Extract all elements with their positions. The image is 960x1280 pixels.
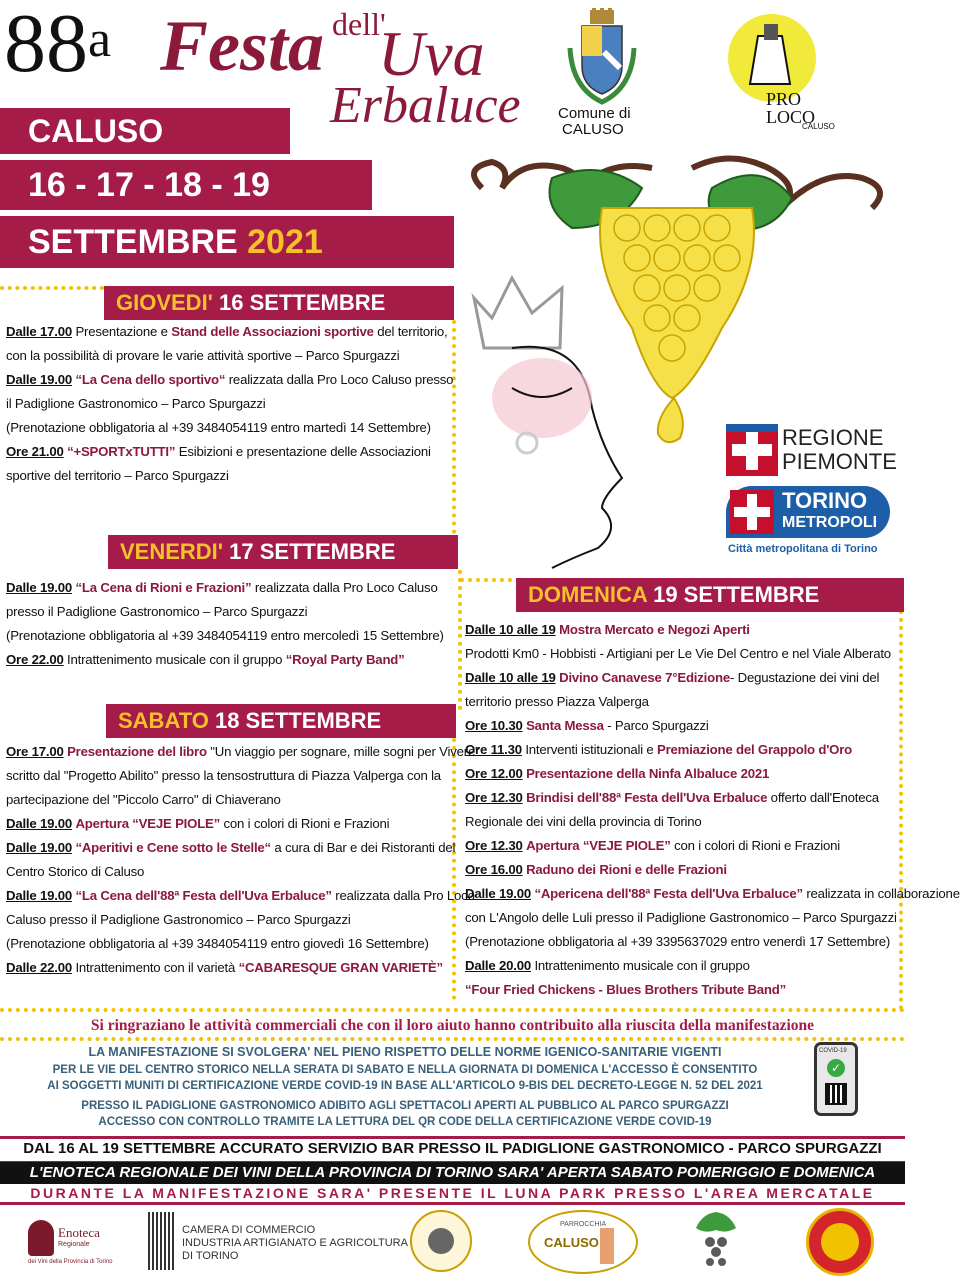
saturday-event-line: [6, 884, 475, 908]
event-text: offerto dall'Enoteca: [767, 790, 879, 805]
saturday-event-line: [6, 956, 443, 980]
church-icon: [600, 1228, 614, 1264]
friday-header: [108, 535, 458, 569]
saturday-event-line: [6, 860, 144, 884]
event-text: "Un viaggio per sognare, mille sogni per Vivere": [206, 744, 480, 759]
sunday-event-line: [465, 882, 960, 906]
event-text: partecipazione del "Piccolo Carro" di Chiaverano: [6, 792, 281, 807]
event-time: Ore 17.00: [6, 744, 64, 759]
enoteca-text: L'ENOTECA REGIONALE DEI VINI DELLA PROVINCIA DI TORINO SARA' APERTA SABATO POMERIGGIO E DOMENICA: [29, 1164, 876, 1181]
event-time: Ore 16.00: [465, 862, 523, 877]
enoteca-name-1: Enoteca: [58, 1225, 100, 1240]
comune-label-2: CALUSO: [562, 121, 624, 138]
sunday-event-line: [465, 930, 890, 954]
event-highlight: Santa Messa: [526, 718, 604, 733]
thursday-header: [104, 286, 454, 320]
sunday-event-line: [465, 858, 727, 882]
thursday-event-line: [6, 392, 265, 416]
event-text: realizzata dalla Pro Loco: [331, 888, 475, 903]
event-time: Dalle 19.00: [6, 888, 72, 903]
sunday-event-line: [465, 690, 649, 714]
enoteca-name-2: Regionale: [58, 1241, 90, 1248]
coat-of-arms-icon: [552, 8, 652, 108]
sunday-event-line: [465, 786, 879, 810]
torino-line2: METROPOLI: [782, 514, 878, 531]
event-text: a cura di Bar e dei Ristoranti del: [270, 840, 456, 855]
torino-metropoli-logo: [726, 486, 896, 560]
event-text: Intrattenimento musicale con il gruppo: [531, 958, 750, 973]
event-time: Dalle 10 alle 19: [465, 670, 556, 685]
parrocchia-label: PARROCCHIA: [560, 1221, 607, 1228]
pro-loco-logo: [724, 10, 834, 138]
torino-line3: Città metropolitana di Torino: [728, 543, 878, 555]
thursday-event-line: [6, 344, 399, 368]
event-time: Dalle 19.00: [6, 372, 72, 387]
event-highlight: Premiazione del Grappolo d'Oro: [657, 742, 852, 757]
event-highlight: Stand delle Associazioni sportive: [171, 324, 374, 339]
event-text: Centro Storico di Caluso: [6, 864, 145, 879]
covid-line4: PRESSO IL PADIGLIONE GASTRONOMICO ADIBITO AGLI SPETTACOLI APERTI AL PUBBLICO AL PARCO SPURGAZZI: [81, 1100, 729, 1112]
event-highlight: “CABARESQUE GRAN VARIETÈ”: [238, 960, 443, 975]
camera-line2: INDUSTRIA ARTIGIANATO E AGRICOLTURA: [182, 1237, 408, 1249]
event-time: Dalle 10 alle 19: [465, 622, 556, 637]
event-time: Dalle 17.00: [6, 324, 72, 339]
event-time: Ore 12.00: [465, 766, 523, 781]
dates-band: [0, 160, 372, 210]
sunday-event-line: [465, 978, 786, 1002]
thursday-event-line: [6, 440, 431, 464]
sunday-date: 19 SETTEMBRE: [646, 582, 820, 607]
event-text: con la possibilità di provare le varie attività sportive – Parco Spurgazzi: [6, 348, 400, 363]
dots-sunday-top: [460, 578, 520, 582]
dots-sunday-right: [899, 610, 903, 1010]
sunday-event-line: [465, 810, 702, 834]
parrocchia-town: CALUSO: [544, 1235, 599, 1250]
dots-top-left: [0, 286, 104, 290]
event-time: Dalle 19.00: [6, 840, 72, 855]
camera-line3: DI TORINO: [182, 1250, 239, 1262]
saturday-event-line: [6, 740, 480, 764]
event-text: il Padiglione Gastronomico – Parco Spurgazzi: [6, 396, 266, 411]
town-band: [0, 108, 290, 154]
event-highlight: Divino Canavese 7°Edizione: [559, 670, 730, 685]
event-highlight: “La Cena dell'88ª Festa dell'Uva Erbaluce”: [75, 888, 332, 903]
thursday-day: GIOVEDI': [116, 290, 213, 315]
event-time: Ore 11.30: [465, 742, 522, 757]
thursday-event-line: [6, 464, 229, 488]
comune-caluso-logo: [552, 8, 652, 138]
event-highlight: “Apericena dell'88ª Festa dell'Uva Erbaluce”: [534, 886, 803, 901]
thursday-event-line: [6, 368, 453, 392]
torino-shield-icon: [730, 490, 774, 534]
proloco-loco: LOCO: [766, 107, 815, 127]
regione-piemonte-logo: [726, 420, 896, 480]
comune-label-1: Comune di: [558, 105, 631, 122]
covid-line5: ACCESSO CON CONTROLLO TRAMITE LA LETTURA DEL QR CODE DELLA CERTIFICAZIONE VERDE COVID-19: [98, 1116, 712, 1128]
event-time: Ore 21.00: [6, 444, 64, 459]
sunday-event-line: [465, 618, 750, 642]
covid-line1: LA MANIFESTAZIONE SI SVOLGERA' NEL PIENO RISPETTO DELLE NORME IGENICO-SANITARIE VIGENTI: [88, 1045, 722, 1059]
saturday-header: [106, 704, 456, 738]
covid-line3: AI SOGGETTI MUNITI DI CERTIFICAZIONE VERDE COVID-19 IN BASE ALL'ARTICOLO 9-BIS DEL DECRETO-LEGGE N. 52 DEL 2021: [47, 1080, 763, 1092]
event-time: Dalle 19.00: [6, 580, 72, 595]
friday-date: 17 SETTEMBRE: [223, 539, 396, 564]
title-festa: Festa: [160, 6, 325, 86]
sunday-event-line: [465, 906, 897, 930]
friday-event-line: [6, 624, 444, 648]
saturday-event-line: [6, 836, 455, 860]
month-text: SETTEMBRE: [28, 223, 238, 261]
event-text: Regionale dei vini della provincia di Torino: [465, 814, 702, 829]
proloco-town: CALUSO: [802, 122, 835, 131]
event-highlight: Mostra Mercato e Negozi Aperti: [559, 622, 750, 637]
friday-day: VENERDI': [120, 539, 224, 564]
event-highlight: Presentazione del libro: [67, 744, 207, 759]
event-text: presso il Padiglione Gastronomico – Parco Spurgazzi: [6, 604, 308, 619]
consorzio-inner-icon: [428, 1228, 454, 1254]
event-text: con L'Angolo delle Luli presso il Padiglione Gastronomico – Parco Spurgazzi: [465, 910, 897, 925]
year-text: 2021: [247, 223, 323, 261]
covid-phone-label: COVID-19: [819, 1048, 847, 1054]
event-text: Caluso presso il Padiglione Gastronomico – Parco Spurgazzi: [6, 912, 351, 927]
event-time: Dalle 20.00: [465, 958, 531, 973]
dots-bottom: [0, 1008, 905, 1012]
event-highlight: Apertura “VEJE PIOLE”: [75, 816, 221, 831]
event-text: scritto dal "Progetto Abilito" presso la tensostruttura di Piazza Valperga con la: [6, 768, 441, 783]
event-text: del territorio,: [373, 324, 448, 339]
edition-digits: 88: [4, 0, 88, 90]
lunapark-text: DURANTE LA MANIFESTAZIONE SARA' PRESENTE IL LUNA PARK PRESSO L'AREA MERCATALE: [30, 1185, 875, 1201]
event-text: realizzata dalla Pro Loco Caluso: [251, 580, 438, 595]
edition-suffix: a: [88, 11, 112, 68]
event-highlight: “La Cena dello sportivo“: [75, 372, 226, 387]
event-text: (Prenotazione obbligatoria al +39 3484054119 entro giovedì 16 Settembre): [6, 936, 429, 951]
camera-commercio-logo: [148, 1212, 408, 1272]
sunday-event-line: [465, 666, 879, 690]
regione-line1: REGIONE: [782, 425, 884, 450]
event-highlight: “Royal Party Band”: [285, 652, 405, 667]
consorzio-seal-icon: [410, 1210, 472, 1272]
event-highlight: Raduno dei Rioni e delle Frazioni: [526, 862, 727, 877]
event-highlight: Presentazione della Ninfa Albaluce 2021: [526, 766, 770, 781]
torino-line1: TORINO: [782, 488, 868, 513]
event-time: Ore 22.00: [6, 652, 64, 667]
event-text: Prodotti Km0 - Hobbisti - Artigiani per Le Vie Del Centro e nel Viale Alberato: [465, 646, 891, 661]
covid-phone-icon: [814, 1042, 858, 1116]
event-text: sportive del territorio – Parco Spurgazzi: [6, 468, 229, 483]
sunday-event-line: [465, 642, 891, 666]
event-text: (Prenotazione obbligatoria al +39 3484054119 entro mercoledì 15 Settembre): [6, 628, 444, 643]
thursday-date: 16 SETTEMBRE: [212, 290, 386, 315]
event-time: Dalle 19.00: [6, 816, 72, 831]
saturday-event-line: [6, 908, 351, 932]
event-text: (Prenotazione obbligatoria al +39 3395637029 entro venerdì 17 Settembre): [465, 934, 891, 949]
event-highlight: Apertura “VEJE PIOLE”: [526, 838, 671, 853]
grape-leaf-icon: [690, 1208, 742, 1274]
regione-flag-icon: [726, 424, 778, 476]
enoteca-seal-icon: [28, 1220, 54, 1256]
sunday-event-line: [465, 834, 840, 858]
parrocchia-logo: [528, 1210, 638, 1274]
qr-code-icon: [825, 1083, 847, 1105]
event-text: (Prenotazione obbligatoria al +39 3484054119 entro martedì 14 Settembre): [6, 420, 431, 435]
dots-right-saturday: [452, 730, 456, 1000]
thursday-event-line: [6, 416, 431, 440]
event-time: Dalle 22.00: [6, 960, 72, 975]
saturday-date: 18 SETTEMBRE: [208, 708, 382, 733]
event-text: - Degustazione dei vini del: [729, 670, 880, 685]
friday-event-line: [6, 600, 307, 624]
event-text: Interventi istituzionali e: [521, 742, 658, 757]
dots-right-thursday: [452, 320, 456, 550]
sunday-event-line: [465, 762, 769, 786]
event-text: Intrattenimento musicale con il gruppo: [63, 652, 286, 667]
friday-event-line: [6, 576, 438, 600]
saturday-event-line: [6, 788, 281, 812]
dates-text: 16 - 17 - 18 - 19: [28, 166, 270, 204]
event-time: Ore 10.30: [465, 718, 523, 733]
saturday-event-line: [6, 812, 389, 836]
regione-line2: PIEMONTE: [782, 449, 897, 474]
town-name: CALUSO: [28, 113, 164, 149]
event-highlight: “La Cena di Rioni e Frazioni”: [75, 580, 252, 595]
event-highlight: “Aperitivi e Cene sotto le Stelle“: [75, 840, 271, 855]
sunday-header: [516, 578, 904, 612]
event-text: con i colori di Rioni e Frazioni: [220, 816, 390, 831]
saturday-event-line: [6, 932, 429, 956]
camera-line1: CAMERA DI COMMERCIO: [182, 1224, 316, 1236]
bar-service-text: DAL 16 AL 19 SETTEMBRE ACCURATO SERVIZIO BAR PRESSO IL PADIGLIONE GASTRONOMICO - PARCO SPURGAZZI: [23, 1140, 882, 1157]
event-time: Ore 12.30: [465, 838, 523, 853]
event-text: Esibizioni e presentazione delle Associazioni: [175, 444, 431, 459]
sunday-event-line: [465, 954, 750, 978]
thursday-event-line: [6, 320, 448, 344]
sunday-event-line: [465, 738, 852, 762]
event-text: Presentazione e: [72, 324, 172, 339]
sunday-event-line: [465, 714, 709, 738]
event-text: realizzata dalla Pro Loco Caluso presso: [225, 372, 454, 387]
event-text: territorio presso Piazza Valperga: [465, 694, 649, 709]
title-erbaluce: Erbaluce: [330, 77, 521, 134]
event-text: realizzata in collaborazione: [802, 886, 960, 901]
dots-thanks: [0, 1037, 905, 1041]
covid-line2: PER LE VIE DEL CENTRO STORICO NELLA SERATA DI SABATO E NELLA GIORNATA DI DOMENICA L'ACCESSO È CONSENTITO: [52, 1064, 758, 1076]
proloco-pro: PRO: [766, 89, 802, 109]
enoteca-name-3: dei Vini della Provincia di Torino: [28, 1259, 113, 1265]
edition-number: [4, 0, 112, 90]
thanks-line: Si ringraziano le attività commerciali che con il loro aiuto hanno contribuito alla riuscita della manifestazione: [90, 1017, 815, 1034]
check-icon: ✓: [827, 1059, 845, 1077]
sunday-day: DOMENICA: [528, 582, 647, 607]
saturday-event-line: [6, 764, 441, 788]
friday-event-line: [6, 648, 405, 672]
camera-emblem-icon: [148, 1212, 174, 1270]
enoteca-regionale-logo: [28, 1212, 128, 1272]
event-time: Ore 12.30: [465, 790, 523, 805]
event-text: - Parco Spurgazzi: [603, 718, 709, 733]
saturday-day: SABATO: [118, 708, 209, 733]
month-band: [0, 216, 454, 268]
rioni-emblem-icon: [806, 1208, 874, 1276]
title-uva: Uva: [378, 18, 485, 89]
dots-right-friday: [458, 570, 462, 710]
event-highlight: “+SPORTxTUTTI”: [67, 444, 176, 459]
rioni-inner-icon: [821, 1223, 859, 1261]
event-text: Intrattenimento con il varietà: [72, 960, 239, 975]
title-dell: dell': [332, 6, 386, 42]
event-text: con i colori di Rioni e Frazioni: [670, 838, 840, 853]
event-highlight: Brindisi dell'88ª Festa dell'Uva Erbaluce: [526, 790, 768, 805]
event-highlight: “Four Fried Chickens - Blues Brothers Tribute Band”: [465, 982, 787, 997]
event-time: Dalle 19.00: [465, 886, 531, 901]
